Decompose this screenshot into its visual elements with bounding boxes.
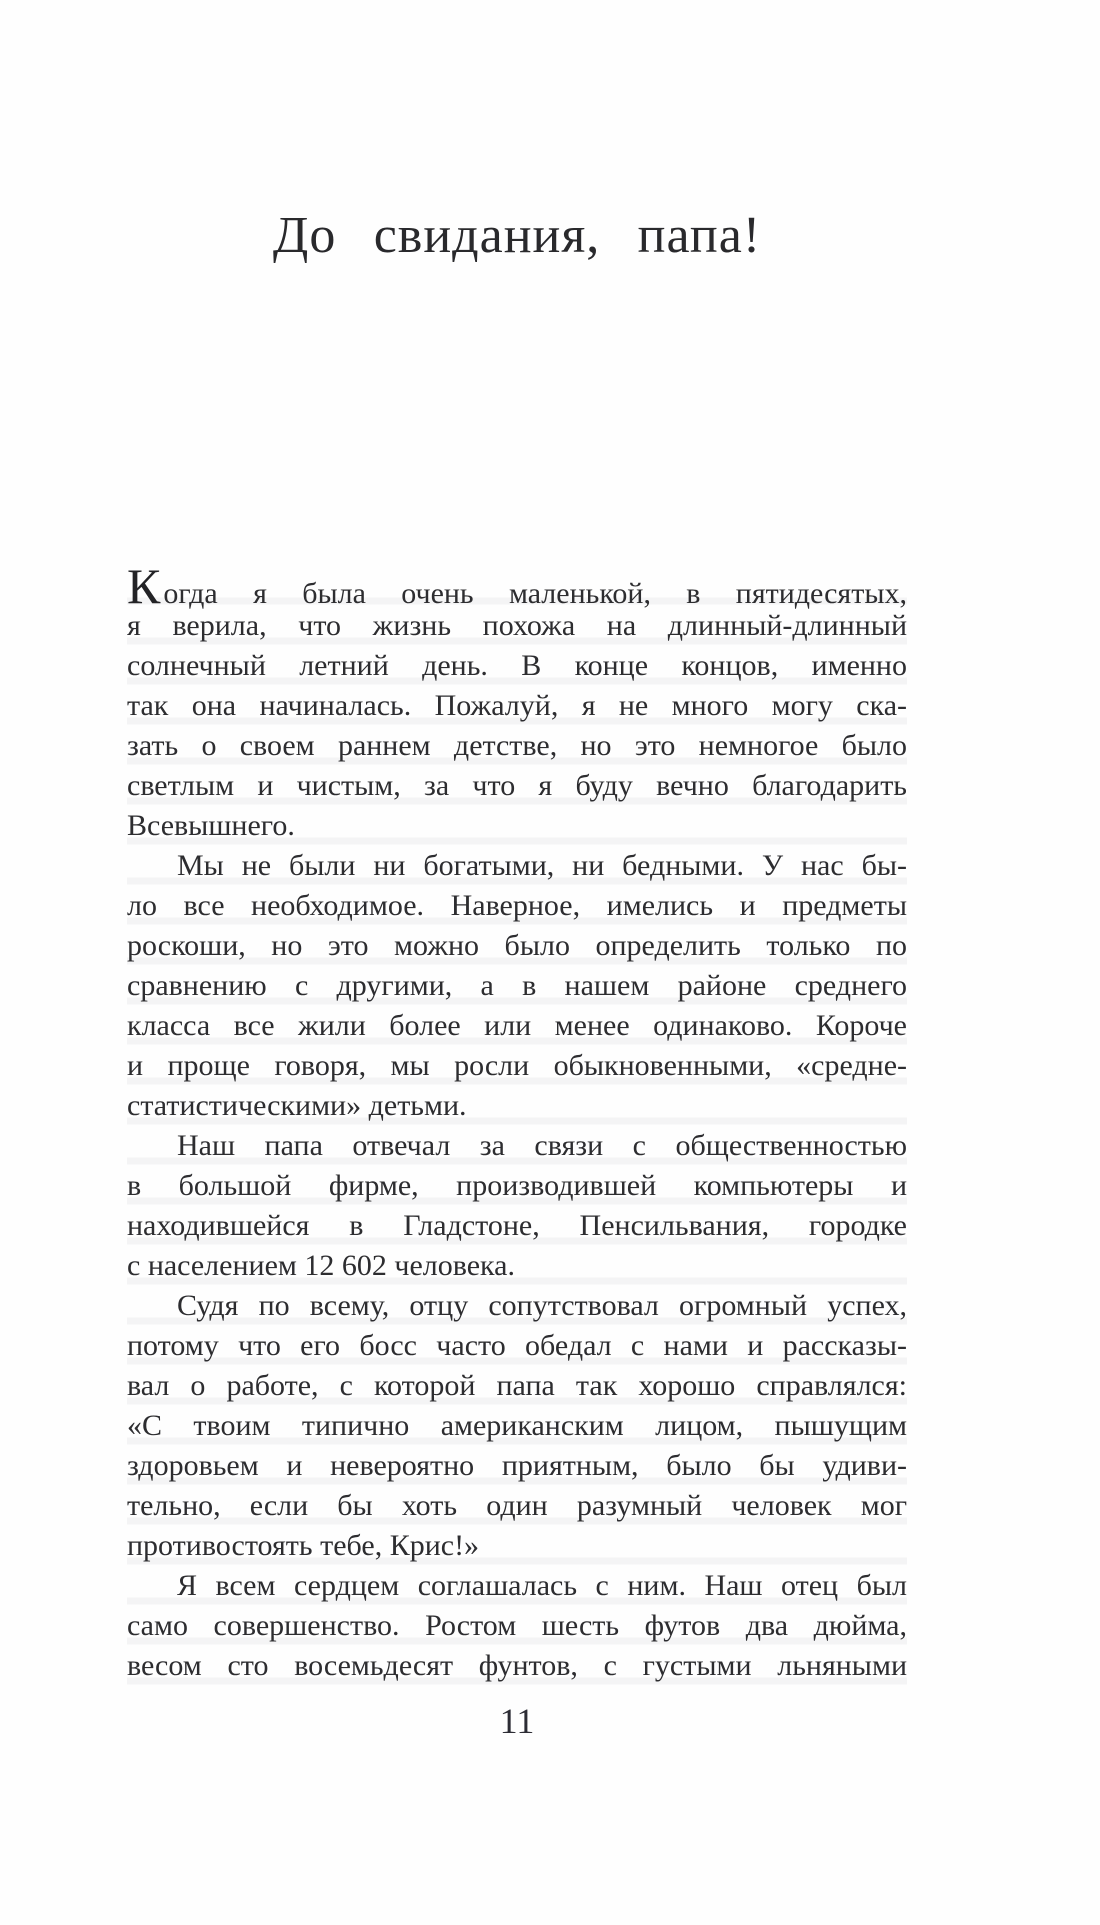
paragraph [127,1126,907,1286]
text-line: Мы не были ни богатыми, ни бедными. У нас бы- [177,849,907,882]
text-line: само совершенство. Ростом шесть футов два дюйма, [127,1609,907,1642]
text-line: и проще говоря, мы росли обыкновенными, «средне- [127,1049,907,1082]
text-line: «С твоим типично американским лицом, пышущим [127,1409,907,1442]
text-line: Наш папа отвечал за связи с общественностью [177,1129,907,1162]
text-line [127,558,907,614]
body-text [127,558,907,1686]
text-line: так она начиналась. Пожалуй, я не много могу ска- [127,689,907,722]
text-line: роскоши, но это можно было определить только по [127,929,907,962]
paragraph [127,1566,907,1686]
text-line: в большой фирме, производившей компьютеры и [127,1169,907,1202]
text-line: находившейся в Гладстоне, Пенсильвания, городке [127,1209,907,1242]
text-line-rest: огда я была очень маленькой, в пятидесятых, [163,577,907,610]
text-line: зать о своем раннем детстве, но это немногое было [127,729,907,762]
text-line: Я всем сердцем соглашалась с ним. Наш отец был [177,1569,907,1602]
text-line: ло все необходимое. Наверное, имелись и предметы [127,889,907,922]
text-line: класса все жили более или менее одинаково. Короче [127,1009,907,1042]
text-line: сравнению с другими, а в нашем районе среднего [127,969,907,1002]
text-line: противостоять тебе, Крис!» [127,1529,480,1562]
paragraph [127,1286,907,1566]
text-line: Судя по всему, отцу сопутствовал огромный успех, [177,1289,907,1322]
initial-capital: К [127,558,161,614]
text-line: тельно, если бы хоть один разумный человек мог [127,1489,907,1522]
text-line: солнечный летний день. В конце концов, именно [127,649,907,682]
text-line: потому что его босс часто обедал с нами и рассказы- [127,1329,907,1362]
text-line: Всевышнего. [127,809,295,842]
paragraph [127,558,907,846]
text-line: весом сто восемьдесят фунтов, с густыми льняными [127,1649,907,1682]
text-line: я верила, что жизнь похожа на длинный-длинный [127,609,907,642]
text-line: вал о работе, с которой папа так хорошо справлялся: [127,1369,907,1402]
chapter-title: До свидания, папа! [272,207,762,264]
page-number: 11 [499,1701,535,1741]
text-line: светлым и чистым, за что я буду вечно благодарить [127,769,907,802]
text-line: с населением 12 602 человека. [127,1249,515,1282]
text-line: статистическими» детьми. [127,1089,467,1122]
paragraph [127,846,907,1126]
text-line: здоровьем и невероятно приятным, было бы удиви- [127,1449,907,1482]
